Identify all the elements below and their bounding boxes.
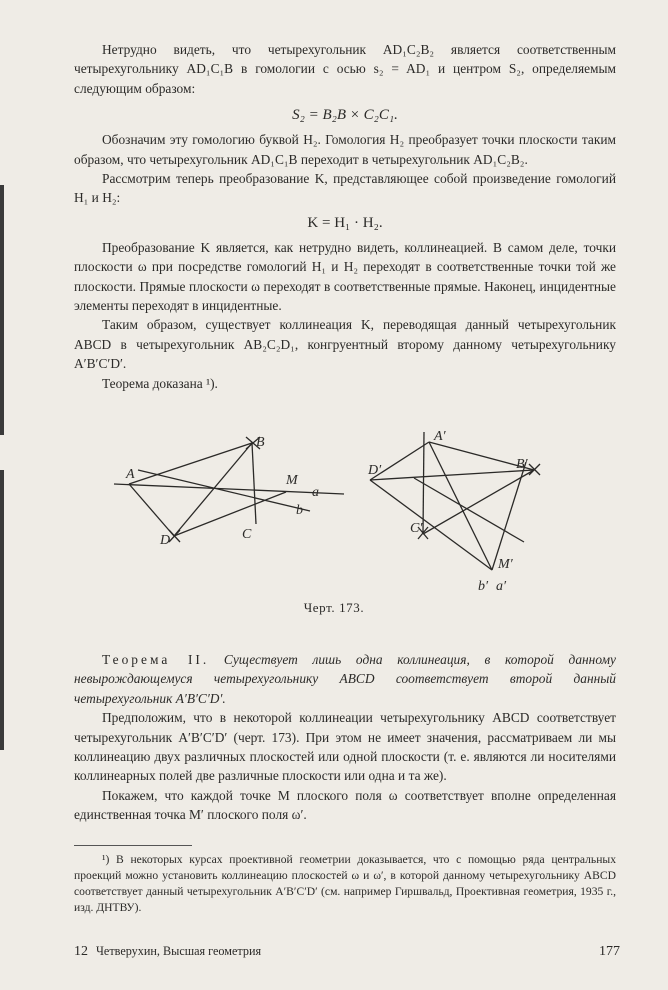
paragraph: Покажем, что каждой точке M плоского поля ω соответствует вполне определенная единственная точка M′ плоского поля ω′. xyxy=(74,787,616,823)
page-number: 177 xyxy=(599,944,620,959)
paragraph: Теорема доказана ¹). xyxy=(102,375,218,391)
label-a: A xyxy=(126,467,135,482)
edge-bc xyxy=(252,443,256,524)
text-block-bottom xyxy=(74,650,616,825)
right-quadrilateral xyxy=(370,432,540,570)
label-line-a: a xyxy=(312,485,319,500)
figure-drawing xyxy=(74,418,634,594)
paragraph: Нетрудно видеть, что четырехугольник AD₁C₂B₂ является соответственным четырехугольнику AD₁C₁B в гомологии с осью s₂ = AD₁ и центром S₂, определяемым следующим образом: xyxy=(74,42,616,96)
book-title: Четверухин, Высшая геометрия xyxy=(96,944,262,958)
footnote-block xyxy=(74,852,616,916)
label-d-prime: D′ xyxy=(368,463,382,478)
footer-left xyxy=(74,944,261,960)
paragraph: Рассмотрим теперь преобразование K, представляющее собой произведение гомологий H₁ и H₂: xyxy=(74,171,616,206)
theorem xyxy=(74,650,616,708)
formula: K = H₁ · H₂. xyxy=(307,214,383,231)
label-b-line-prime: b′ xyxy=(478,579,489,594)
label-c: C xyxy=(242,527,252,542)
edge-dpmp xyxy=(370,480,492,570)
line-a xyxy=(114,484,344,494)
label-b-prime: B′ xyxy=(516,457,528,472)
text-block-top xyxy=(74,40,616,393)
signature-mark: 12 xyxy=(74,944,88,959)
figure-173 xyxy=(74,418,634,594)
line-ap xyxy=(429,442,492,570)
label-d: D xyxy=(160,533,171,548)
edge-md xyxy=(174,492,286,536)
formula: S₂ = B₂B × C₂C₁. xyxy=(292,107,398,124)
right-labels xyxy=(367,429,529,594)
edge-dpbp xyxy=(370,470,534,480)
page-footer xyxy=(74,944,620,960)
label-m: M xyxy=(286,473,298,488)
edge-ad xyxy=(129,484,174,536)
label-a-prime: A′ xyxy=(434,429,446,444)
paragraph: Предположим, что в некоторой коллинеации четырехугольнику ABCD соответствует четырехугольник A′B′C′D′ (черт. 173). При этом не имеет значения, рассматриваем ли мы коллинеацию двух различных плоскостей или одной плоскости (т. е. являются ли носителями коллинеарных полей две различные плоскости или одна и та же). xyxy=(74,710,616,784)
footnote: ¹) В некоторых курсах проективной геометрии доказывается, что с помощью ряда центральных проекций можно установить коллинеацию плоскостей ω и ω′, в которой данному четырехугольнику ABCD соответствует данный четырехугольник A′B′C′D′ (см. например Гиршвальд, Проективная геометрия, 1935 г., изд. ДНТВУ). xyxy=(74,853,616,914)
left-quadrilateral xyxy=(114,437,344,542)
label-line-b: b xyxy=(296,503,303,518)
paragraph: Таким образом, существует коллинеация K, переводящая данный четырехугольник ABCD в четырехугольник AB₂C₂D₁, конгруентный второму данному четырехугольнику A′B′C′D′. xyxy=(74,317,616,372)
edge-ab xyxy=(129,443,252,484)
binding-edge xyxy=(0,185,4,435)
line-cross xyxy=(414,478,524,542)
label-m-prime: M′ xyxy=(498,557,513,572)
theorem-label: Теорема II. xyxy=(102,652,210,667)
label-c-prime: C′ xyxy=(410,521,423,536)
paragraph: Обозначим эту гомологию буквой H₂. Гомология H₂ преобразует точки плоскости таким образом, что четырехугольник AD₁C₁B переходит в четырехугольник AD₁C₂B₂. xyxy=(74,132,616,167)
theorem-statement: Существует лишь одна коллинеация, в которой данному невырождающемуся четырехугольнику ABCD соответствует второй данный четырехугольник A′B′C′D′. xyxy=(74,652,616,706)
paragraph: Преобразование K является, как нетрудно видеть, коллинеацией. В самом деле, точки плоскости ω при посредстве гомологий H₁ и H₂ переходят в соответственные точки той же плоскости. Прямые плоскости ω переходят в соответственные прямые. Наконец, инцидентные элементы переходят в инцидентные. xyxy=(74,239,616,314)
label-a-line-prime: a′ xyxy=(496,579,507,594)
footnote-rule xyxy=(74,845,192,846)
label-b: B xyxy=(256,435,265,450)
edge-cpbp xyxy=(423,470,534,534)
figure-caption: Черт. 173. xyxy=(303,600,365,615)
